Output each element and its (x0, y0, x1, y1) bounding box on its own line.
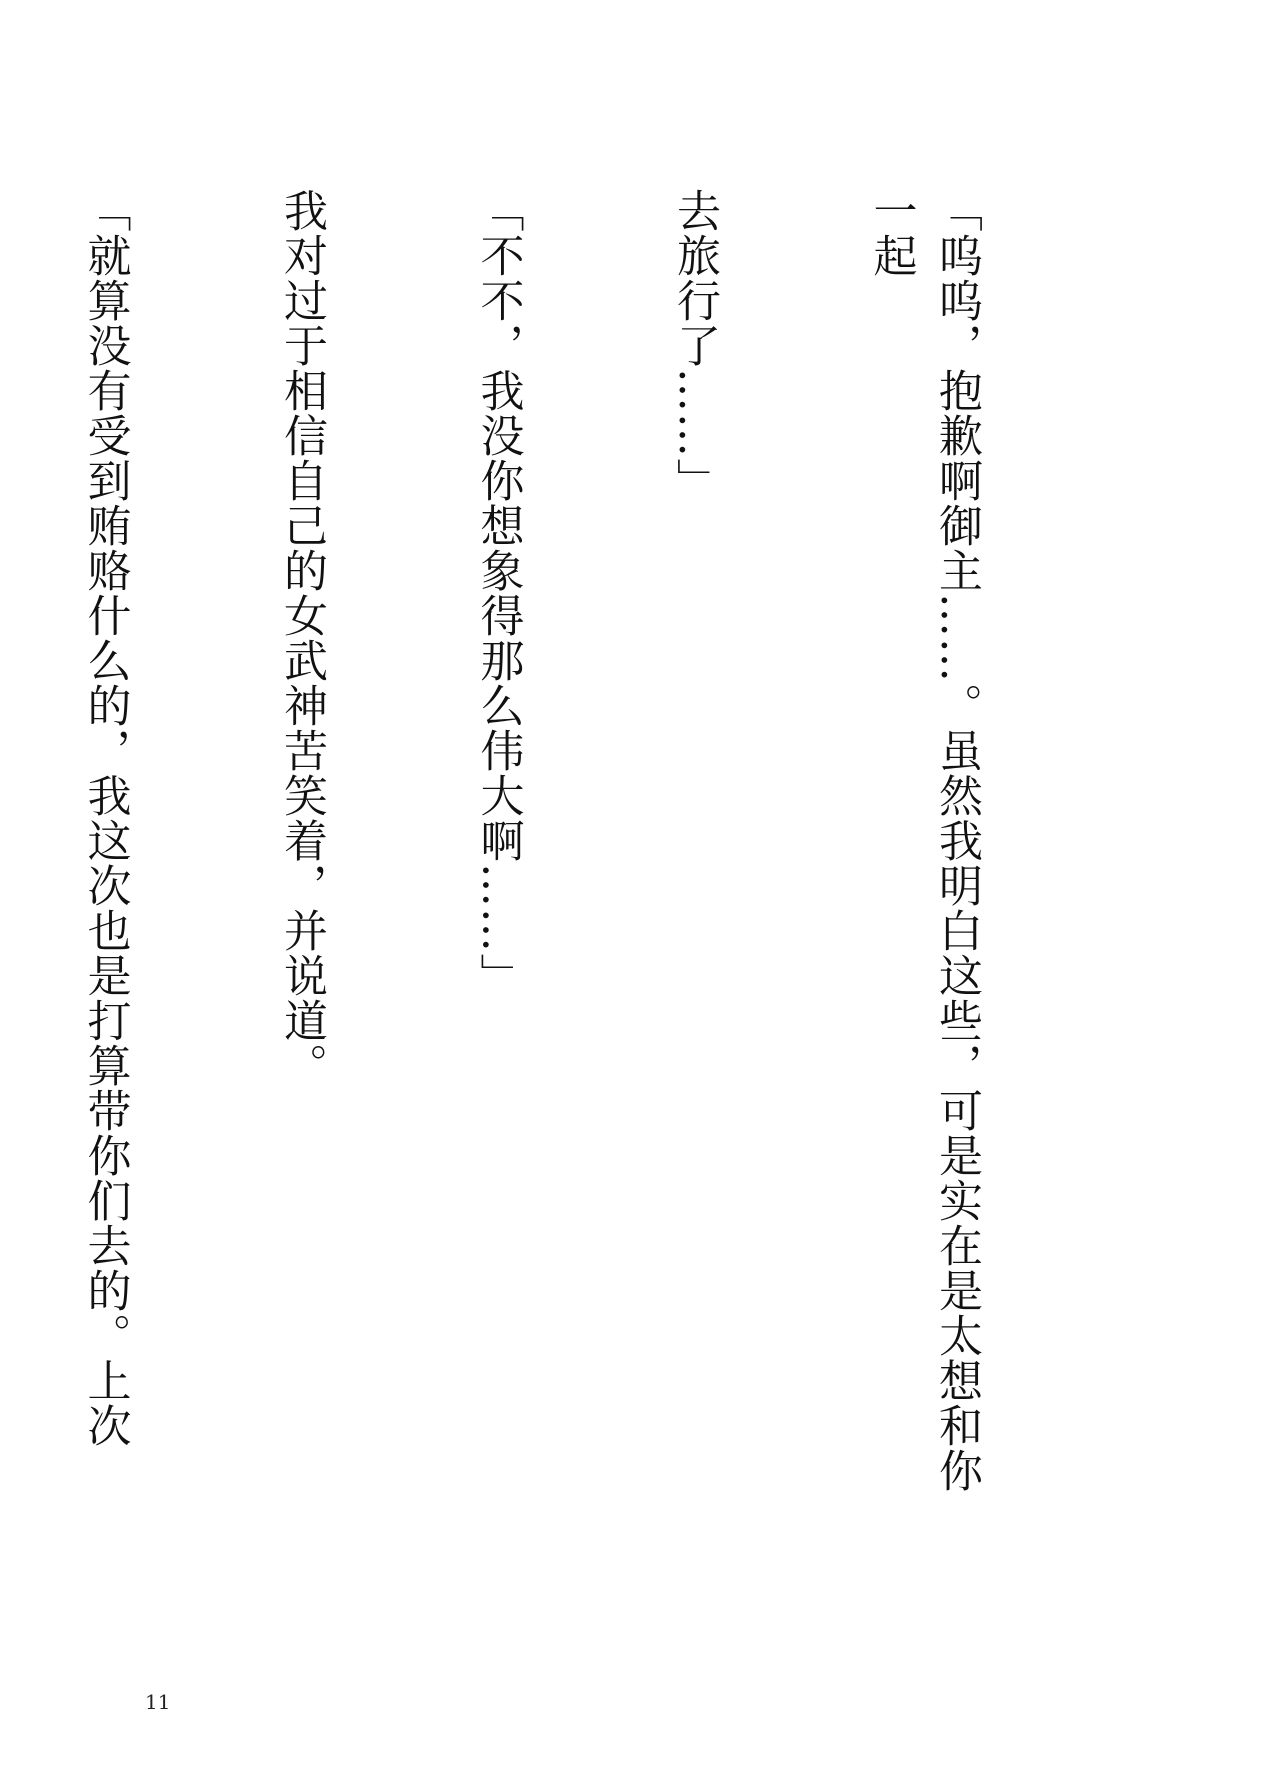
text-column-4: 我对过于相信自己的女武神苦笑着，并说道。 (276, 188, 327, 1088)
text-column-1: 「呜呜，抱歉啊御主……。虽然我明白这些，可是实在是太想和你一起 (865, 188, 982, 1493)
text-column-5: 「就算没有受到贿赂什么的，我这次也是打算带你们去的。上次 (79, 188, 131, 1448)
page-number: 11 (145, 1690, 171, 1714)
text-column-2: 去旅行了……」 (669, 188, 720, 503)
text-column-3: 「不不，我没你想象得那么伟大啊……」 (472, 188, 524, 998)
vertical-text-body (79, 188, 1120, 1528)
